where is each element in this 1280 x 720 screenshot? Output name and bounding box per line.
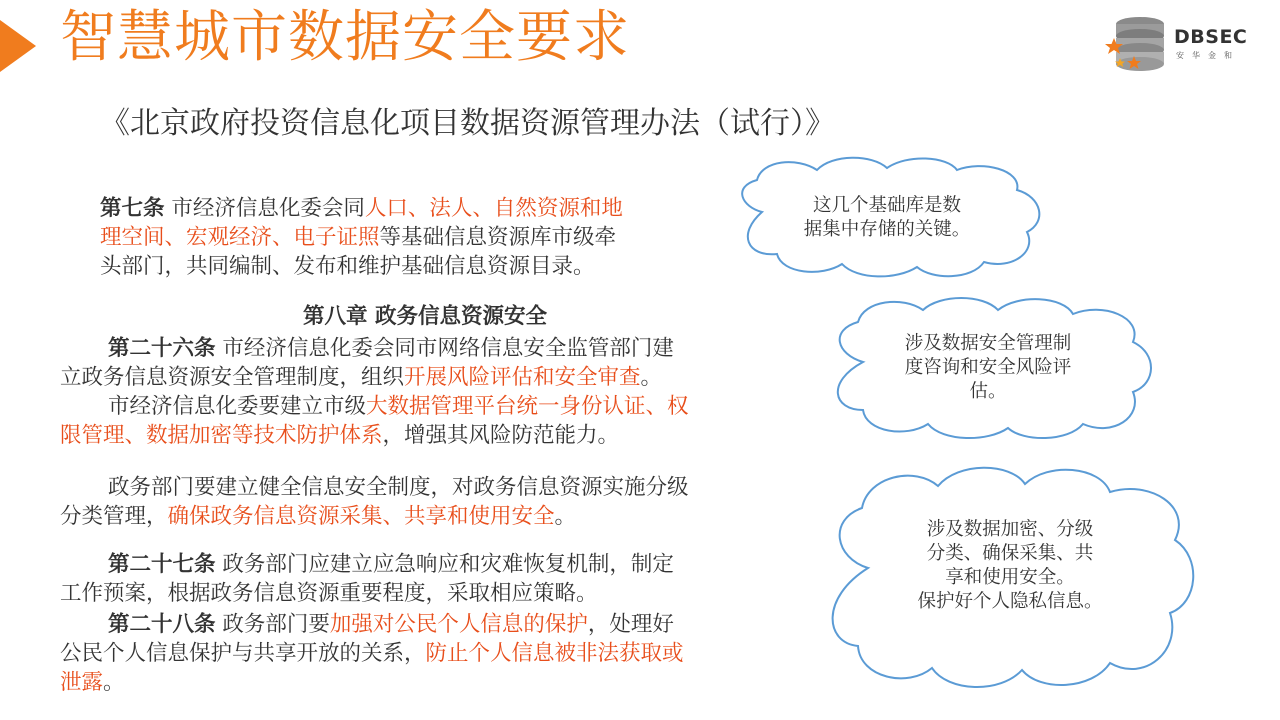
- article-7-text: 市经济信息化委会同: [164, 196, 365, 221]
- cloud-2-line: 度咨询和安全风险评: [904, 357, 1072, 378]
- article-27: 第二十七条 政务部门应建立应急响应和灾难恢复机制，制定 工作预案，根据政务信息资源重要程度，采取相应策略。: [60, 552, 674, 606]
- company-logo: [1104, 12, 1254, 74]
- article-7-text: 等基础信息资源库市级牵: [379, 225, 617, 250]
- article-27-label: 第二十七条: [108, 552, 216, 577]
- logo-subtext: 安华金和: [1176, 51, 1240, 60]
- cloud-1-line: 据集中存储的关键。: [803, 219, 971, 240]
- article-7: [100, 194, 720, 281]
- callout-cloud-2: [818, 292, 1158, 444]
- cloud-3-line: 分类、确保采集、共: [926, 543, 1094, 564]
- cloud-3-line: 涉及数据加密、分级: [926, 519, 1094, 540]
- article-28: 第二十八条 政务部门要加强对公民个人信息的保护，处理好 公民个人信息保护与共享开放的关系，防止个人信息被非法获取或 泄露。: [60, 612, 684, 695]
- logo-text: DBSEC: [1174, 26, 1248, 48]
- chapter-8-heading: 第八章 政务信息资源安全: [303, 304, 547, 329]
- document-subtitle: 《北京政府投资信息化项目数据资源管理办法（试行）》: [100, 106, 835, 141]
- article-7-text: 头部门，共同编制、发布和维护基础信息资源目录。: [100, 254, 595, 279]
- article-26-label: 第二十六条: [108, 336, 216, 361]
- cloud-1-line: 这几个基础库是数: [812, 195, 961, 216]
- cloud-3-line: 保护好个人隐私信息。: [917, 591, 1103, 612]
- cloud-2-line: 涉及数据安全管理制: [904, 333, 1072, 354]
- callout-cloud-3: [820, 458, 1200, 696]
- page-title: 智慧城市数据安全要求: [60, 5, 630, 70]
- article-26: 第二十六条 市经济信息化委会同市网络信息安全监管部门建 立政务信息资源安全管理制度，组织开展风险评估和安全审查。 市经济信息化委要建立市级大数据管理平台统一身份认证、权 限管理、数据加密等技术防护体系，增强其风险防范能力。: [60, 336, 689, 448]
- cloud-2-line: 估。: [969, 381, 1007, 402]
- article-7-highlight: 人口、法人、自然资源和地: [364, 196, 623, 221]
- cloud-3-line: 享和使用安全。: [945, 567, 1075, 588]
- article-7-label: 第七条: [100, 196, 165, 221]
- callout-cloud-1: [722, 152, 1052, 282]
- paragraph-gov-security: 政务部门要建立健全信息安全制度，对政务信息资源实施分级 分类管理，确保政务信息资源采集、共享和使用安全。: [60, 475, 689, 529]
- database-stars-icon: [1104, 12, 1174, 74]
- article-28-label: 第二十八条: [108, 612, 216, 637]
- title-arrow-icon: [0, 20, 36, 72]
- article-7-highlight: 理空间、宏观经济、电子证照: [100, 225, 380, 250]
